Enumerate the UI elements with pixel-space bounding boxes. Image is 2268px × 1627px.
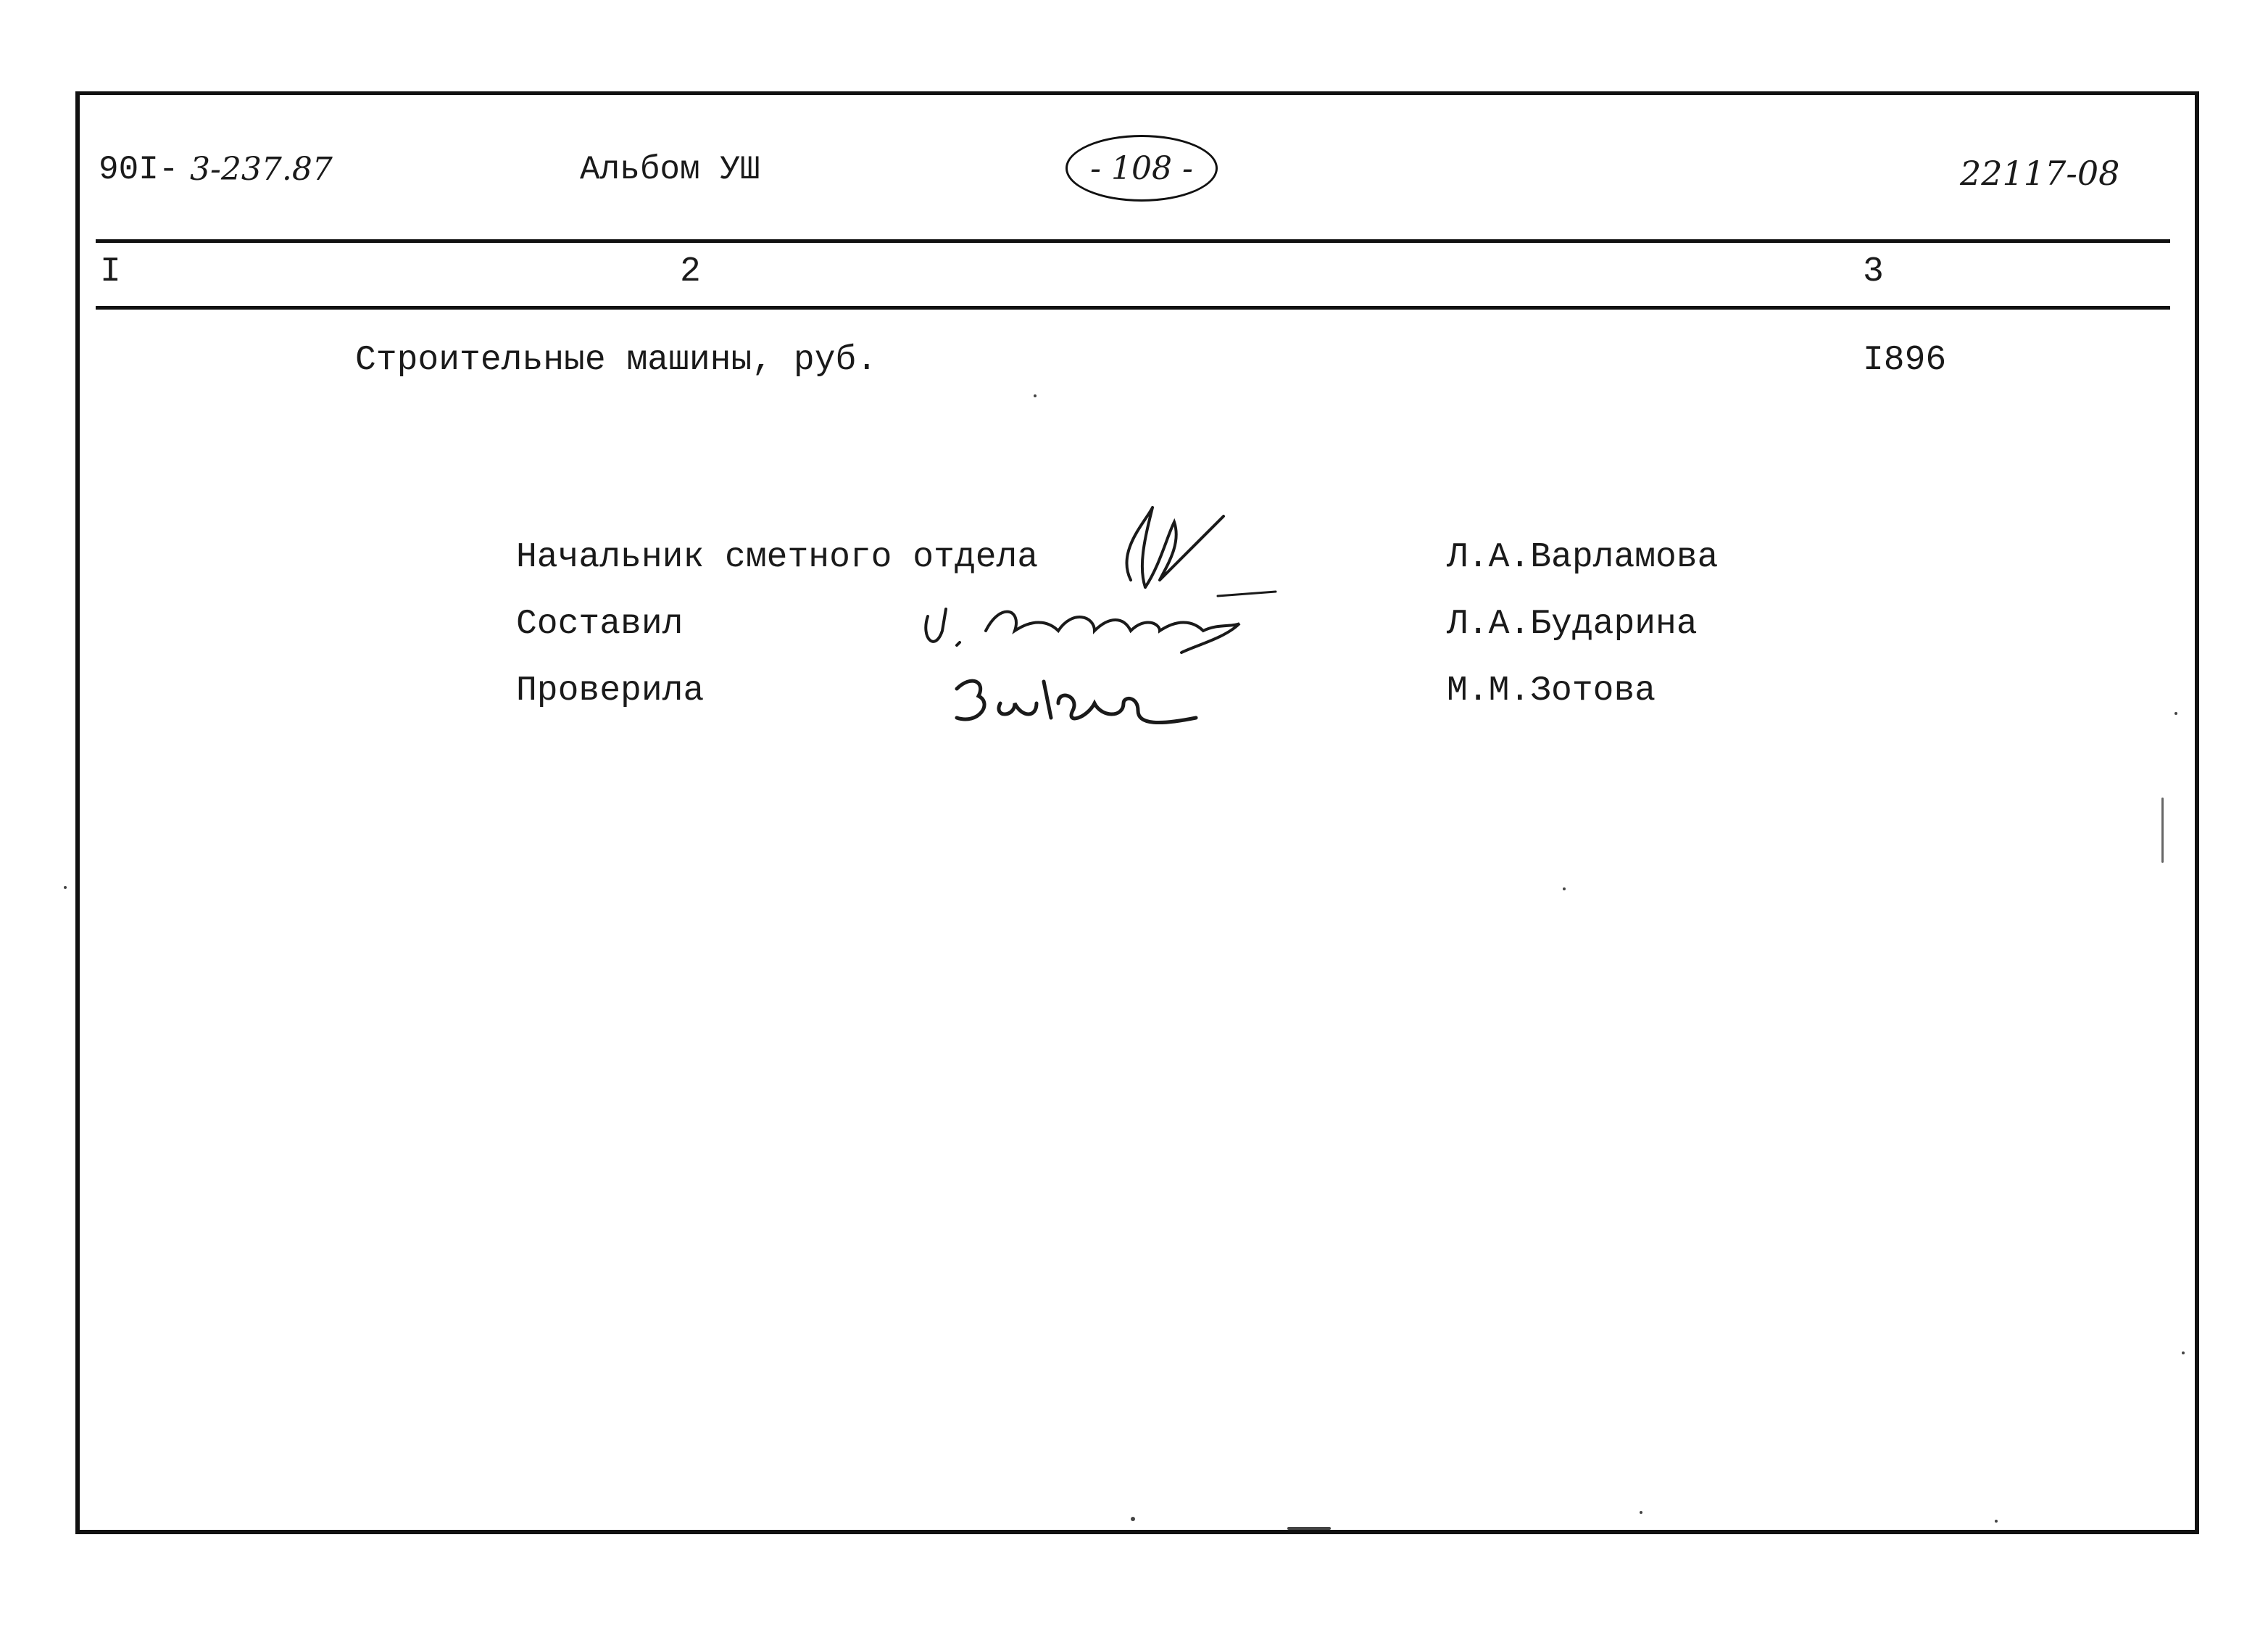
- row-label: Строительные машины, руб.: [355, 341, 878, 380]
- scan-speck: [2161, 798, 2164, 863]
- signature-3-scribble: [950, 667, 1210, 740]
- sheet-code: 22117-08: [1960, 154, 2120, 193]
- scan-speck: [1287, 1527, 1331, 1530]
- column-number-3: 3: [1863, 252, 1884, 291]
- scan-speck: [2174, 712, 2177, 715]
- scan-speck: [1995, 1520, 1998, 1523]
- scan-speck: [1034, 394, 1037, 397]
- row-value: I896: [1863, 341, 1947, 380]
- scan-speck: [1131, 1517, 1135, 1521]
- column-number-2: 2: [680, 252, 701, 291]
- scan-speck: [2182, 1351, 2185, 1354]
- scan-speck: [64, 886, 67, 889]
- doc-code-printed: 90I-: [99, 151, 179, 189]
- header-divider: [96, 239, 2170, 243]
- signature-name-1: Л.А.Варламова: [1447, 538, 1719, 577]
- signature-role-3: Проверила: [516, 671, 705, 711]
- signature-1-scribble: [1102, 493, 1232, 602]
- signature-name-2: Л.А.Бударина: [1447, 605, 1698, 644]
- signature-role-2: Составил: [516, 605, 684, 644]
- album-label: Альбом УШ: [580, 151, 760, 189]
- page-number: - 108 -: [1090, 149, 1193, 187]
- doc-code-handwritten: 3-237.87: [190, 151, 333, 188]
- signature-2-scribble: [906, 587, 1283, 667]
- column-number-1: I: [100, 252, 121, 291]
- column-numbers-divider: [96, 306, 2170, 310]
- signature-role-1: Начальник сметного отдела: [516, 538, 1039, 577]
- signature-name-3: М.М.Зотова: [1447, 671, 1656, 711]
- scan-speck: [1640, 1511, 1642, 1514]
- scan-speck: [1563, 887, 1566, 890]
- page-number-stamp: [1066, 135, 1218, 202]
